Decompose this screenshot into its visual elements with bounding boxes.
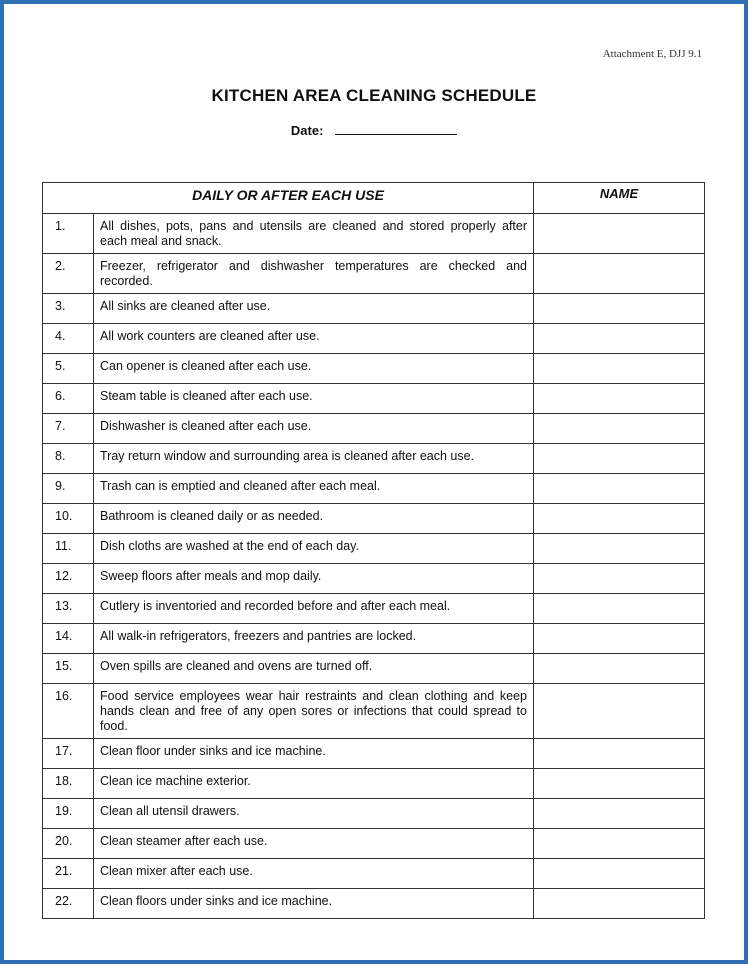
- row-task-text: Clean mixer after each use.: [94, 859, 534, 889]
- row-name-field[interactable]: [534, 214, 705, 254]
- row-task-text: Clean floor under sinks and ice machine.: [94, 739, 534, 769]
- row-number: 4.: [43, 324, 94, 354]
- table-body: [43, 214, 705, 919]
- row-task-text: Can opener is cleaned after each use.: [94, 354, 534, 384]
- row-task-text: Freezer, refrigerator and dishwasher temperatures are checked and recorded.: [94, 254, 534, 294]
- row-number: 7.: [43, 414, 94, 444]
- table-row: [43, 474, 705, 504]
- column-header-name: NAME: [534, 183, 705, 214]
- row-number: 13.: [43, 594, 94, 624]
- row-task-text: All work counters are cleaned after use.: [94, 324, 534, 354]
- page-title: KITCHEN AREA CLEANING SCHEDULE: [211, 86, 537, 105]
- row-task-text: Sweep floors after meals and mop daily.: [94, 564, 534, 594]
- row-number: 2.: [43, 254, 94, 294]
- table-row: [43, 624, 705, 654]
- table-row: [43, 354, 705, 384]
- table-row: [43, 564, 705, 594]
- table-row: [43, 829, 705, 859]
- table-row: [43, 769, 705, 799]
- row-task-text: Trash can is emptied and cleaned after each meal.: [94, 474, 534, 504]
- row-number: 21.: [43, 859, 94, 889]
- row-task-text: Clean ice machine exterior.: [94, 769, 534, 799]
- row-task-text: Dishwasher is cleaned after each use.: [94, 414, 534, 444]
- row-name-field[interactable]: [534, 254, 705, 294]
- row-name-field[interactable]: [534, 829, 705, 859]
- date-row: [0, 122, 748, 138]
- row-name-field[interactable]: [534, 534, 705, 564]
- row-number: 10.: [43, 504, 94, 534]
- row-number: 1.: [43, 214, 94, 254]
- table-row: [43, 654, 705, 684]
- row-number: 18.: [43, 769, 94, 799]
- row-name-field[interactable]: [534, 889, 705, 919]
- row-number: 22.: [43, 889, 94, 919]
- row-number: 16.: [43, 684, 94, 739]
- row-task-text: Tray return window and surrounding area is cleaned after each use.: [94, 444, 534, 474]
- row-number: 19.: [43, 799, 94, 829]
- row-number: 9.: [43, 474, 94, 504]
- row-name-field[interactable]: [534, 564, 705, 594]
- date-input-line[interactable]: [335, 122, 457, 135]
- table-row: [43, 214, 705, 254]
- row-task-text: Clean floors under sinks and ice machine.: [94, 889, 534, 919]
- table-row: [43, 414, 705, 444]
- row-task-text: All sinks are cleaned after use.: [94, 294, 534, 324]
- row-name-field[interactable]: [534, 324, 705, 354]
- row-name-field[interactable]: [534, 474, 705, 504]
- row-number: 8.: [43, 444, 94, 474]
- row-number: 6.: [43, 384, 94, 414]
- row-number: 5.: [43, 354, 94, 384]
- row-name-field[interactable]: [534, 739, 705, 769]
- row-number: 17.: [43, 739, 94, 769]
- row-task-text: All walk-in refrigerators, freezers and pantries are locked.: [94, 624, 534, 654]
- row-name-field[interactable]: [534, 799, 705, 829]
- table-row: [43, 534, 705, 564]
- date-label: Date:: [290, 123, 324, 138]
- row-number: 20.: [43, 829, 94, 859]
- cleaning-schedule-table: [42, 182, 705, 919]
- table-row: [43, 444, 705, 474]
- table-header-row: [43, 183, 705, 214]
- row-name-field[interactable]: [534, 504, 705, 534]
- column-header-task: DAILY OR AFTER EACH USE: [43, 183, 534, 214]
- table-row: [43, 294, 705, 324]
- table-row: [43, 684, 705, 739]
- row-task-text: Food service employees wear hair restraints and clean clothing and keep hands clean and free of any open sores or infections that could spread to food.: [94, 684, 534, 739]
- row-task-text: Cutlery is inventoried and recorded before and after each meal.: [94, 594, 534, 624]
- table-row: [43, 324, 705, 354]
- row-number: 3.: [43, 294, 94, 324]
- table-row: [43, 889, 705, 919]
- row-number: 14.: [43, 624, 94, 654]
- table-row: [43, 594, 705, 624]
- row-name-field[interactable]: [534, 684, 705, 739]
- row-task-text: All dishes, pots, pans and utensils are cleaned and stored properly after each meal and snack.: [94, 214, 534, 254]
- row-name-field[interactable]: [534, 859, 705, 889]
- row-name-field[interactable]: [534, 354, 705, 384]
- row-number: 12.: [43, 564, 94, 594]
- row-task-text: Bathroom is cleaned daily or as needed.: [94, 504, 534, 534]
- row-name-field[interactable]: [534, 414, 705, 444]
- row-name-field[interactable]: [534, 384, 705, 414]
- row-number: 15.: [43, 654, 94, 684]
- row-task-text: Clean all utensil drawers.: [94, 799, 534, 829]
- row-name-field[interactable]: [534, 769, 705, 799]
- row-task-text: Dish cloths are washed at the end of each day.: [94, 534, 534, 564]
- table-row: [43, 504, 705, 534]
- table-row: [43, 739, 705, 769]
- table-row: [43, 384, 705, 414]
- row-name-field[interactable]: [534, 294, 705, 324]
- row-name-field[interactable]: [534, 654, 705, 684]
- row-number: 11.: [43, 534, 94, 564]
- table-row: [43, 859, 705, 889]
- table-row: [43, 254, 705, 294]
- row-name-field[interactable]: [534, 624, 705, 654]
- row-task-text: Clean steamer after each use.: [94, 829, 534, 859]
- row-name-field[interactable]: [534, 594, 705, 624]
- row-name-field[interactable]: [534, 444, 705, 474]
- attachment-label: Attachment E, DJJ 9.1: [602, 48, 702, 60]
- row-task-text: Steam table is cleaned after each use.: [94, 384, 534, 414]
- table-row: [43, 799, 705, 829]
- row-task-text: Oven spills are cleaned and ovens are turned off.: [94, 654, 534, 684]
